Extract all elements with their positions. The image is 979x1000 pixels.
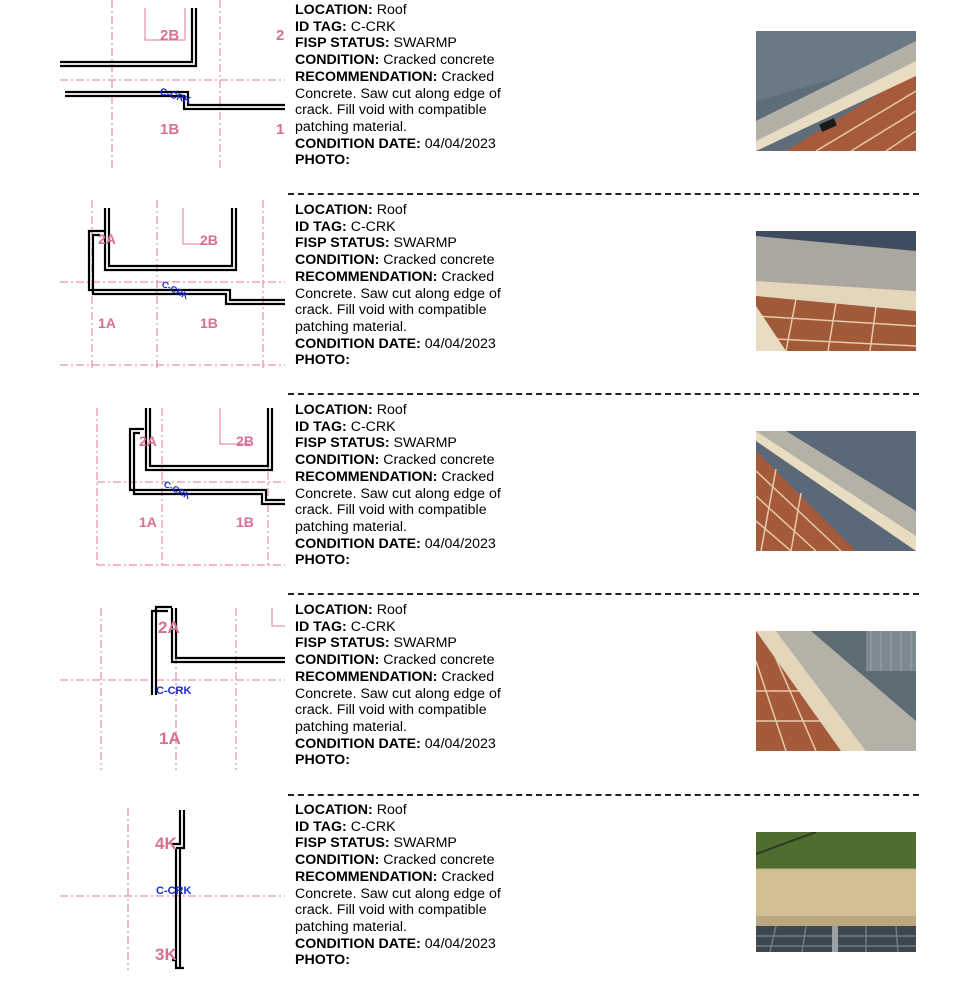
entry-details-1 [295,2,510,169]
id-tag-value: C-CRK [350,418,396,435]
entry-details-2 [295,202,510,369]
condition-date-label: CONDITION DATE: [295,535,421,552]
id-tag-value: C-CRK [350,18,396,35]
crack-tag: C-CRK [156,885,192,897]
entry-details-5 [295,802,510,969]
plan-label: 2B [200,232,218,248]
photo-label: PHOTO: [295,752,350,769]
condition-value: Cracked concrete [383,452,495,469]
plan-label: 1B [236,514,254,530]
report-entry-3 [0,400,979,600]
fisp-status-label: FISP STATUS: [295,235,390,252]
location-value: Roof [376,402,407,418]
fisp-status-label: FISP STATUS: [295,835,390,852]
report-entry-2 [0,200,979,400]
crack-tag: C-CRK [160,278,191,302]
crack-tag: C-CRK [156,685,192,697]
location-value: Roof [376,202,407,218]
recommendation-label: RECOMMENDATION: [295,68,438,85]
condition-value: Cracked concrete [383,852,495,869]
entry-details-3 [295,402,510,569]
photo-label: PHOTO: [295,352,350,369]
floor-plan-1 [60,0,285,172]
id-tag-value: C-CRK [350,818,396,835]
fisp-status-value: SWARMP [393,635,457,652]
condition-value: Cracked concrete [383,652,495,669]
entry-divider [288,193,919,195]
report-entry-4 [0,600,979,800]
location-value: Roof [376,2,407,18]
recommendation-value: Cracked Concrete. Saw cut along edge of crack. Fill void with compatible patching material. [295,268,501,335]
id-tag-label: ID TAG: [295,818,347,835]
location-label: LOCATION: [295,402,373,418]
recommendation-label: RECOMMENDATION: [295,468,438,485]
recommendation-label: RECOMMENDATION: [295,668,438,685]
plan-label: 1A [98,315,116,331]
fisp-status-label: FISP STATUS: [295,435,390,452]
condition-date-value: 04/04/2023 [424,335,496,352]
id-tag-label: ID TAG: [295,218,347,235]
condition-label: CONDITION: [295,452,380,469]
id-tag-value: C-CRK [350,218,396,235]
report-entry-5 [0,800,979,1000]
recommendation-value: Cracked Concrete. Saw cut along edge of crack. Fill void with compatible patching material. [295,68,501,135]
condition-label: CONDITION: [295,52,380,69]
plan-label: 2A [98,231,116,247]
plan-label: 3K [155,945,177,964]
plan-label: 1A [139,514,157,530]
condition-label: CONDITION: [295,252,380,269]
photo-5 [756,832,916,952]
plan-label: 2B [160,27,180,44]
photo-label: PHOTO: [295,152,350,169]
photo-2 [756,231,916,351]
plan-label: 1B [200,315,218,331]
plan-label: 2B [236,433,254,449]
entry-divider [288,593,919,595]
recommendation-value: Cracked Concrete. Saw cut along edge of crack. Fill void with compatible patching material. [295,668,501,735]
entry-divider [288,794,919,796]
recommendation-value: Cracked Concrete. Saw cut along edge of crack. Fill void with compatible patching material. [295,468,501,535]
location-value: Roof [376,602,407,618]
location-label: LOCATION: [295,602,373,618]
fisp-status-value: SWARMP [393,35,457,52]
id-tag-label: ID TAG: [295,618,347,635]
location-label: LOCATION: [295,802,373,818]
entry-divider [288,393,919,395]
crack-tag: C-CRK [158,86,193,107]
plan-label: 2A [139,433,157,449]
photo-3 [756,431,916,551]
fisp-status-value: SWARMP [393,235,457,252]
condition-date-label: CONDITION DATE: [295,335,421,352]
condition-date-value: 04/04/2023 [424,535,496,552]
plan-label: 2 [276,27,285,44]
photo-4 [756,631,916,751]
floor-plan-4 [60,600,285,772]
report-entry-1 [0,0,979,200]
fisp-status-label: FISP STATUS: [295,35,390,52]
condition-date-value: 04/04/2023 [424,735,496,752]
location-value: Roof [376,802,407,818]
condition-date-value: 04/04/2023 [424,135,496,152]
fisp-status-label: FISP STATUS: [295,635,390,652]
entry-details-4 [295,602,510,769]
plan-label: 1A [159,729,181,748]
condition-value: Cracked concrete [383,252,495,269]
photo-label: PHOTO: [295,552,350,569]
plan-label: 2A [158,618,180,637]
recommendation-label: RECOMMENDATION: [295,268,438,285]
plan-label: 1B [160,121,180,138]
crack-tag: C-CRK [162,478,193,502]
photo-label: PHOTO: [295,952,350,969]
condition-label: CONDITION: [295,852,380,869]
condition-date-value: 04/04/2023 [424,935,496,952]
fisp-status-value: SWARMP [393,435,457,452]
condition-value: Cracked concrete [383,52,495,69]
id-tag-value: C-CRK [350,618,396,635]
floor-plan-3 [60,400,285,572]
location-label: LOCATION: [295,202,373,218]
id-tag-label: ID TAG: [295,18,347,35]
fisp-status-value: SWARMP [393,835,457,852]
recommendation-value: Cracked Concrete. Saw cut along edge of crack. Fill void with compatible patching material. [295,868,501,935]
plan-label: 1 [276,121,285,138]
recommendation-label: RECOMMENDATION: [295,868,438,885]
id-tag-label: ID TAG: [295,418,347,435]
location-label: LOCATION: [295,2,373,18]
photo-1 [756,31,916,151]
condition-label: CONDITION: [295,652,380,669]
condition-date-label: CONDITION DATE: [295,735,421,752]
plan-label: 4K [155,834,177,853]
condition-date-label: CONDITION DATE: [295,935,421,952]
condition-date-label: CONDITION DATE: [295,135,421,152]
floor-plan-5 [60,800,285,972]
floor-plan-2 [60,200,285,372]
